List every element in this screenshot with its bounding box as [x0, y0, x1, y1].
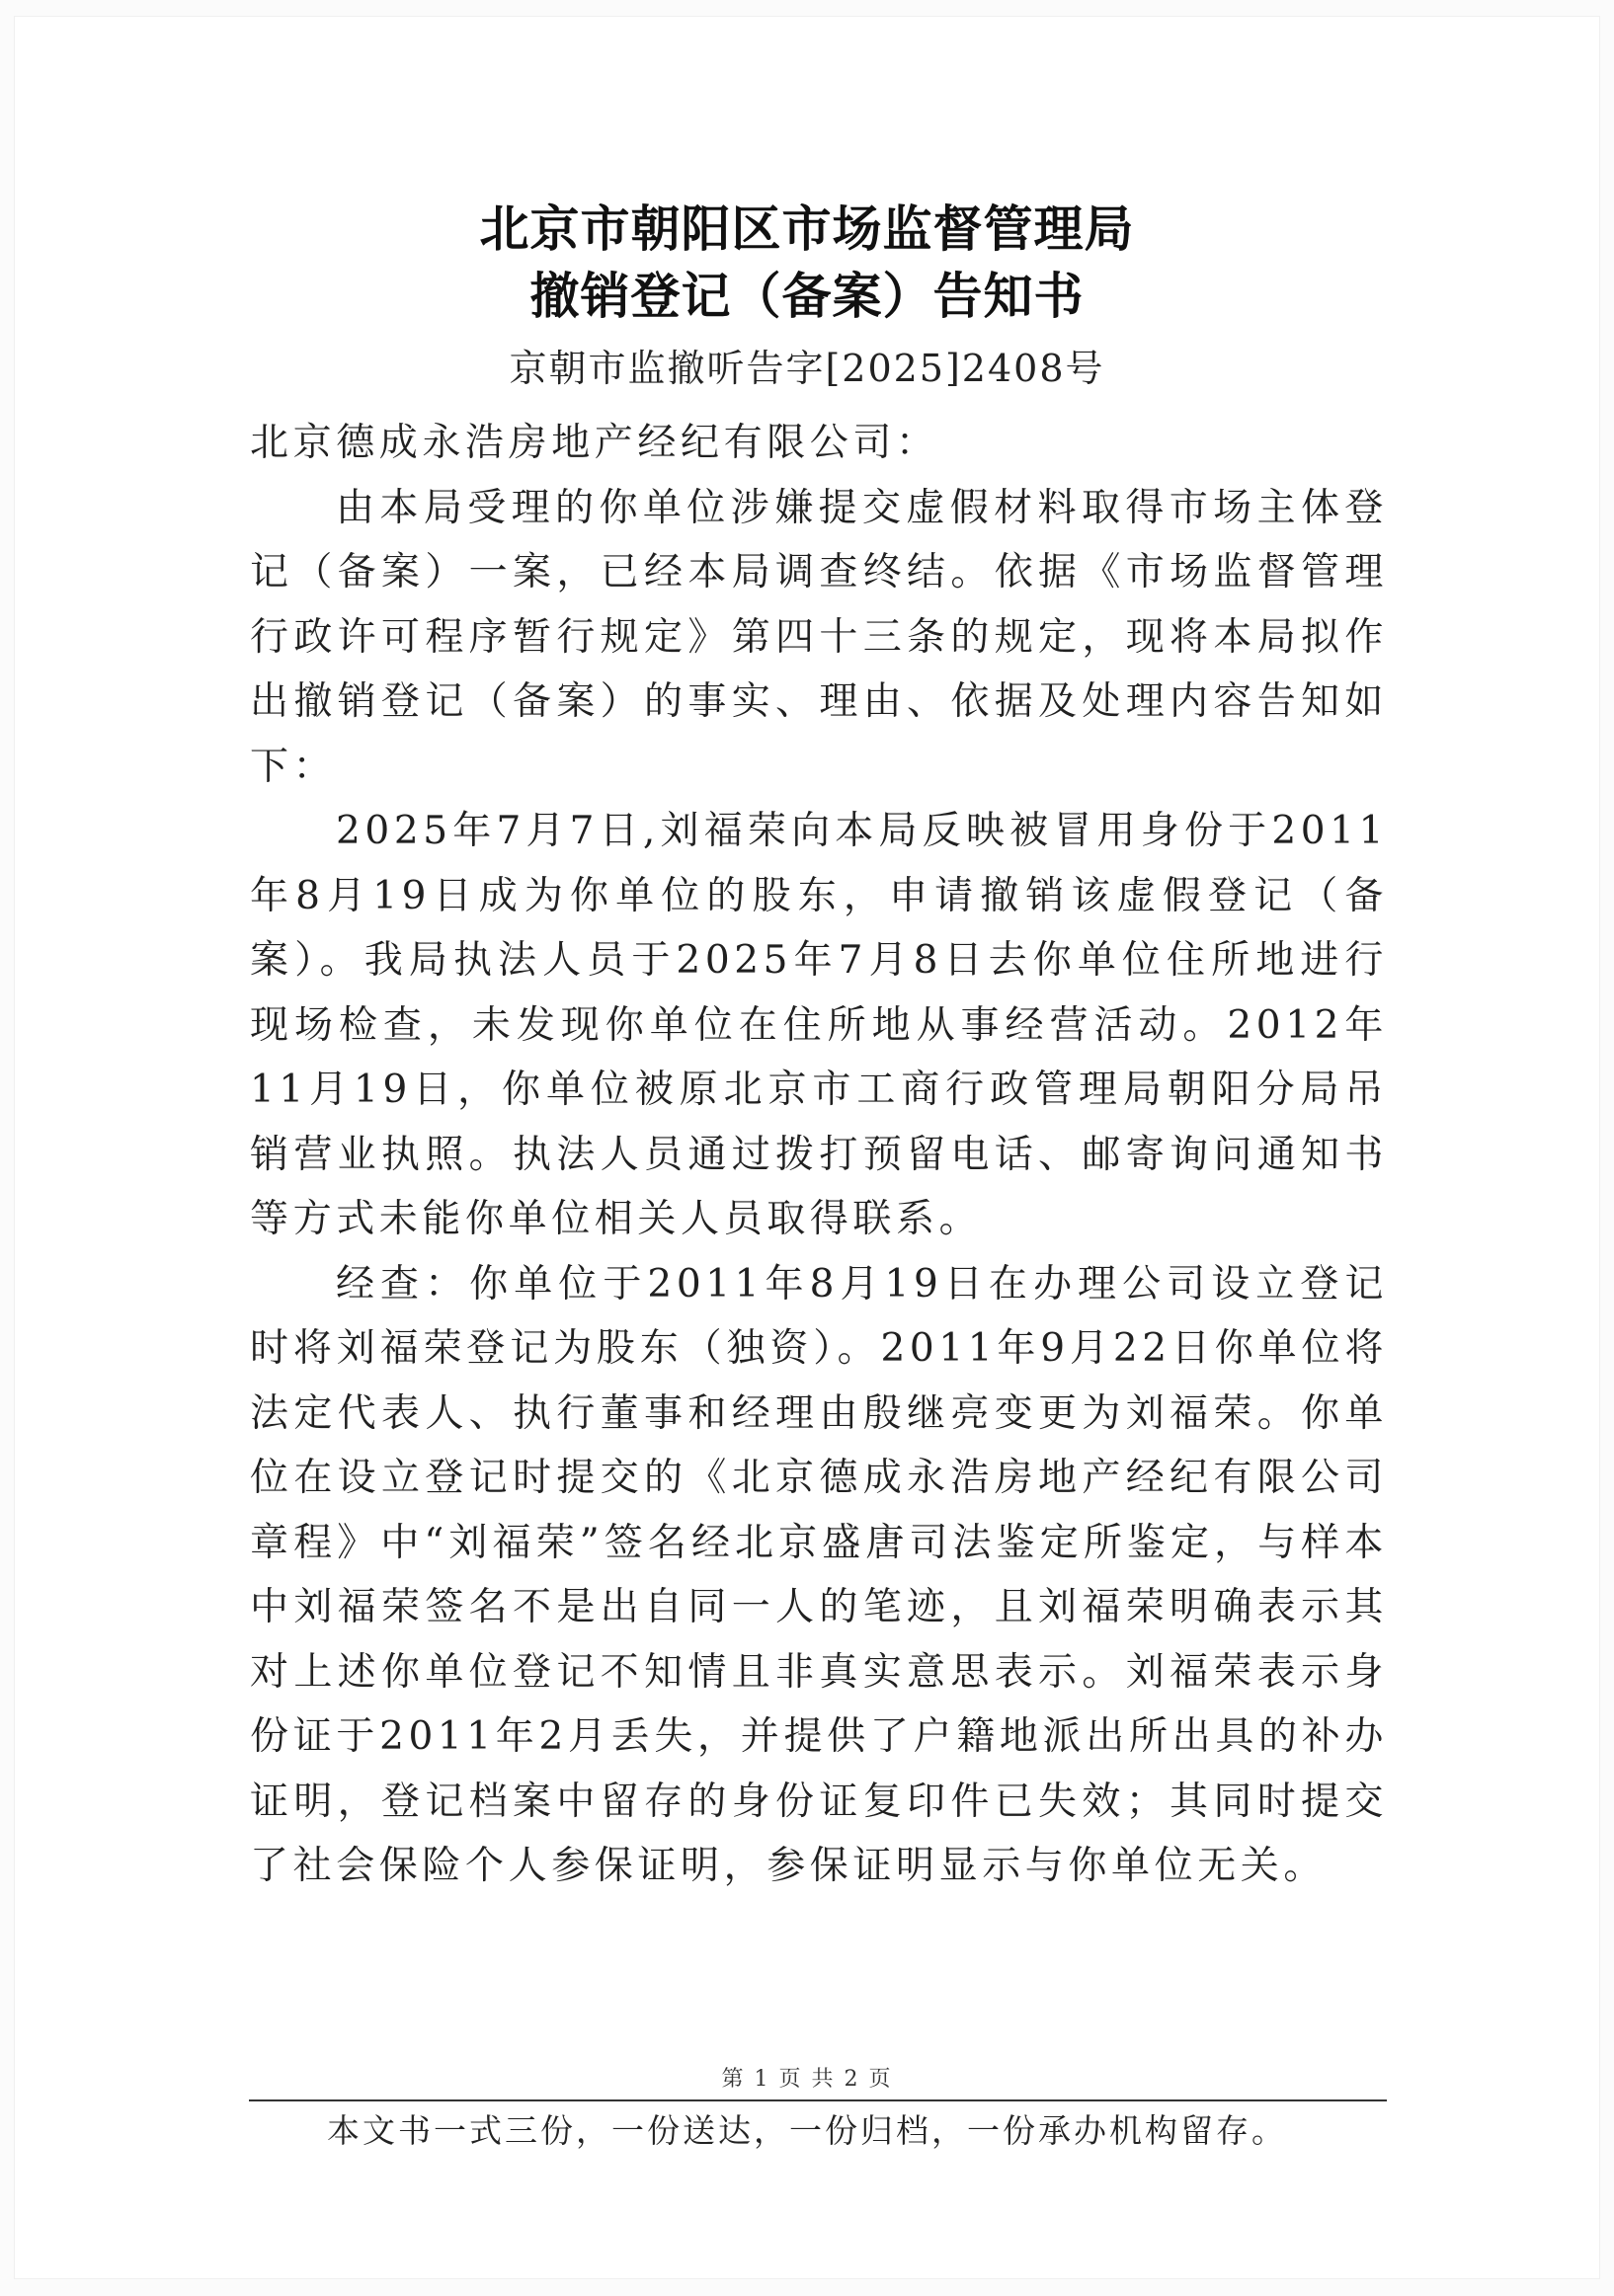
paragraph-intro: 由本局受理的你单位涉嫌提交虚假材料取得市场主体登记（备案）一案，已经本局调查终结。依据《市场监督管理行政许可程序暂行规定》第四十三条的规定，现将本局拟作出撤销登记（备案）的事实、理由、依据及处理内容告知如下： [250, 485, 1388, 789]
document-title-type: 撤销登记（备案）告知书 [529, 267, 1085, 325]
document-title-agency: 北京市朝阳区市场监督管理局 [479, 199, 1135, 258]
addressee: 北京德成永浩房地产经纪有限公司： [250, 421, 939, 465]
footer-divider [249, 2099, 1387, 2101]
paragraph-findings: 经查：你单位于2011年8月19日在办理公司设立登记时将刘福荣登记为股东（独资）。2011年9月22日你单位将法定代表人、执行董事和经理由殷继亮变更为刘福荣。你单位在设立登记时提交的《北京德成永浩房地产经纪有限公司章程》中“刘福荣”签名经北京盛唐司法鉴定所鉴定，与样本中刘福荣签名不是出自同一人的笔迹，且刘福荣明确表示其对上述你单位登记不知情且非真实意思表示。刘福荣表示身份证于2011年2月丢失，并提供了户籍地派出所出具的补办证明，登记档案中留存的身份证复印件已失效；其同时提交了社会保险个人参保证明，参保证明显示与你单位无关。 [250, 1261, 1388, 1888]
document-body [250, 411, 1388, 1899]
document-number: 京朝市监撤听告字[2025]2408号 [509, 347, 1105, 390]
footer-note: 本文书一式三份，一份送达，一份归档，一份承办机构留存。 [327, 2111, 1287, 2150]
paragraph-facts: 2025年7月7日,刘福荣向本局反映被冒用身份于2011年8月19日成为你单位的股东，申请撤销该虚假登记（备案）。我局执法人员于2025年7月8日去你单位住所地进行现场检查，未发现你单位在住所地从事经营活动。2012年11月19日，你单位被原北京市工商行政管理局朝阳分局吊销营业执照。执法人员通过拨打预留电话、邮寄询问通知书等方式未能你单位相关人员取得联系。 [250, 809, 1388, 1241]
page-indicator: 第 1 页 共 2 页 [721, 2067, 893, 2092]
